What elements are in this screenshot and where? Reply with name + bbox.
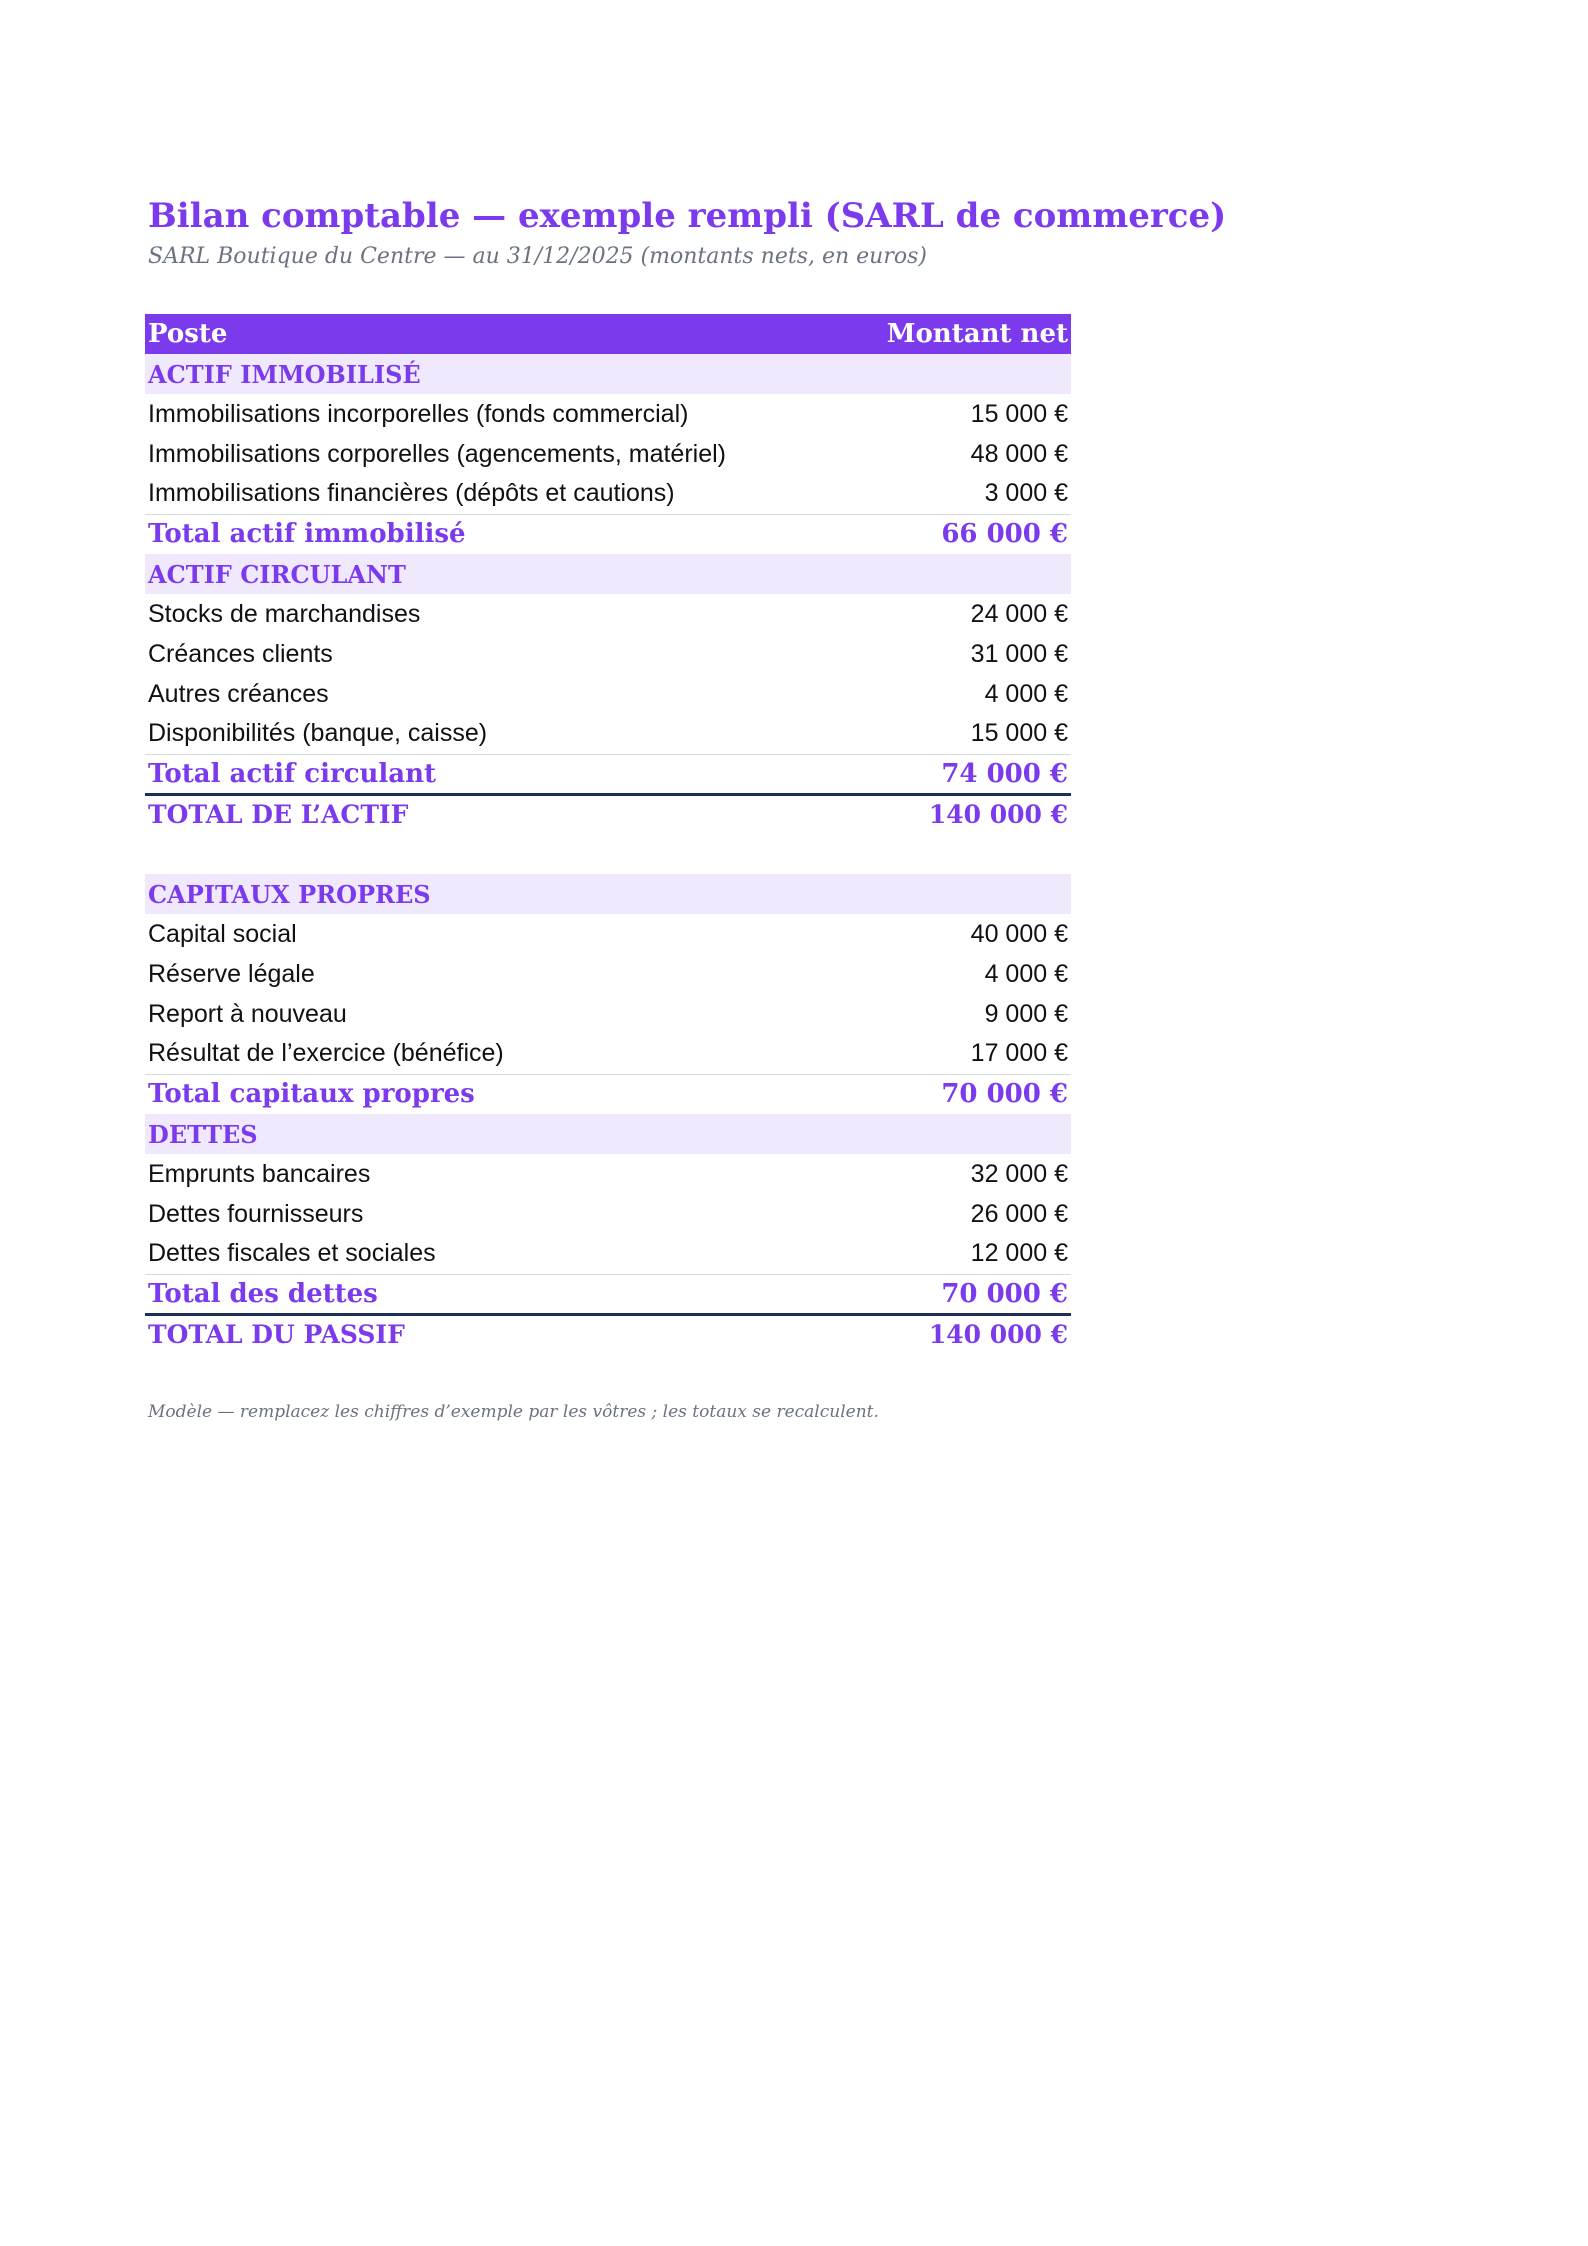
grand-total-label: TOTAL DE L’ACTIF <box>148 800 409 830</box>
subtotal-row <box>145 1074 1071 1114</box>
row-label: Immobilisations financières (dépôts et cautions) <box>145 474 845 514</box>
section-label: DETTES <box>145 1114 1071 1154</box>
row-amount: 26 000 € <box>970 1199 1068 1228</box>
balance-sheet <box>145 190 1227 1422</box>
row-amount: 17 000 € <box>845 1034 1071 1074</box>
table-row <box>145 674 1071 714</box>
row-amount: 15 000 € <box>970 399 1068 428</box>
table-row <box>145 1234 1071 1274</box>
row-label: Dettes fiscales et sociales <box>145 1234 845 1274</box>
row-label: Réserve légale <box>148 959 315 988</box>
row-label: Dettes fournisseurs <box>148 1199 364 1228</box>
table-row <box>145 1194 1071 1234</box>
subtotal-amount: 74 000 € <box>845 754 1071 794</box>
row-label: Capital social <box>148 919 297 948</box>
row-label: Immobilisations incorporelles (fonds commercial) <box>148 399 689 428</box>
row-amount: 31 000 € <box>970 639 1068 668</box>
section-row <box>145 874 1071 914</box>
row-amount: 48 000 € <box>970 439 1068 468</box>
grand-total-row <box>145 794 1071 834</box>
section-label: CAPITAUX PROPRES <box>145 874 1071 914</box>
subtotal-label: Total actif immobilisé <box>148 519 466 550</box>
subtotal-amount: 70 000 € <box>845 1274 1071 1314</box>
title-container <box>145 190 1227 242</box>
row-label: Stocks de marchandises <box>148 599 421 628</box>
section-row <box>145 354 1071 394</box>
table-row <box>145 914 1071 954</box>
table-row <box>145 594 1071 634</box>
table-row <box>145 1034 1071 1074</box>
row-amount: 15 000 € <box>845 714 1071 754</box>
column-header-montant: Montant net <box>845 314 1071 354</box>
table-row <box>145 474 1071 514</box>
row-label: Autres créances <box>148 679 329 708</box>
subtotal-row <box>145 514 1071 554</box>
table-row <box>145 394 1071 434</box>
table-row <box>145 1154 1071 1194</box>
row-label: Résultat de l’exercice (bénéfice) <box>145 1034 845 1074</box>
row-label: Report à nouveau <box>148 999 347 1028</box>
section-row <box>145 554 1071 594</box>
row-amount: 3 000 € <box>845 474 1071 514</box>
column-header-poste: Poste <box>145 314 845 354</box>
subtotal-row <box>145 1274 1071 1314</box>
row-amount: 4 000 € <box>984 679 1068 708</box>
grand-total-row <box>145 1314 1071 1354</box>
row-label: Emprunts bancaires <box>148 1159 371 1188</box>
page-subtitle: SARL Boutique du Centre — au 31/12/2025 (montants nets, en euros) <box>148 244 927 269</box>
section-label: ACTIF CIRCULANT <box>145 554 1071 594</box>
footnote: Modèle — remplacez les chiffres d’exemple par les vôtres ; les totaux se recalculent. <box>148 1402 879 1422</box>
subtotal-row <box>145 754 1071 794</box>
row-amount: 4 000 € <box>984 959 1068 988</box>
row-label: Créances clients <box>148 639 333 668</box>
balance-table <box>145 314 1071 1354</box>
grand-total-amount: 140 000 € <box>928 1320 1068 1350</box>
grand-total-amount: 140 000 € <box>928 800 1068 830</box>
row-label: Immobilisations corporelles (agencements, matériel) <box>148 439 727 468</box>
page-title: Bilan comptable — exemple rempli (SARL de commerce) <box>148 196 1227 236</box>
row-amount: 24 000 € <box>970 599 1068 628</box>
row-amount: 32 000 € <box>970 1159 1068 1188</box>
row-label: Disponibilités (banque, caisse) <box>145 714 845 754</box>
subtotal-label: Total capitaux propres <box>148 1079 475 1110</box>
spacer-row <box>145 834 1071 874</box>
table-row <box>145 994 1071 1034</box>
subtotal-amount: 70 000 € <box>941 1079 1068 1110</box>
table-row <box>145 634 1071 674</box>
table-row <box>145 434 1071 474</box>
row-amount: 9 000 € <box>984 999 1068 1028</box>
section-label: ACTIF IMMOBILISÉ <box>145 354 1071 394</box>
row-amount: 12 000 € <box>845 1234 1071 1274</box>
subtotal-amount: 66 000 € <box>941 519 1068 550</box>
section-row <box>145 1114 1071 1154</box>
row-amount: 40 000 € <box>970 919 1068 948</box>
table-row <box>145 954 1071 994</box>
subtotal-label: Total des dettes <box>145 1274 845 1314</box>
subtotal-label: Total actif circulant <box>145 754 845 794</box>
header-row <box>145 314 1071 354</box>
grand-total-label: TOTAL DU PASSIF <box>148 1320 405 1350</box>
table-row <box>145 714 1071 754</box>
